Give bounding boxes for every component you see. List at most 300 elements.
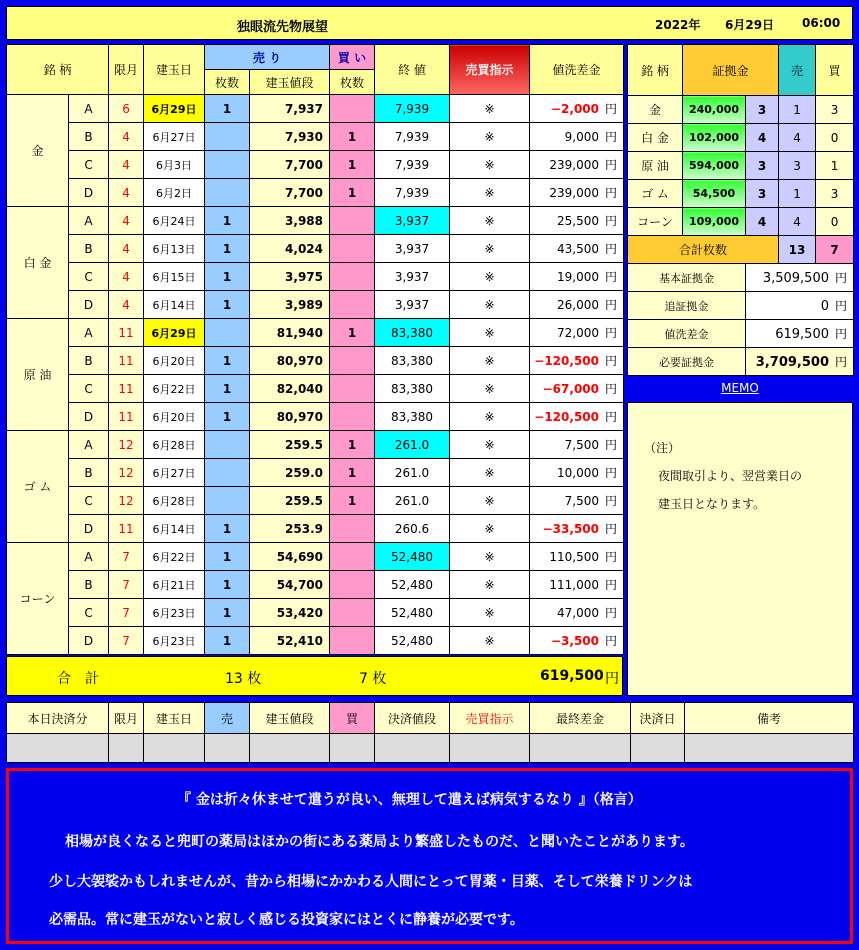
row-signal: ※: [450, 599, 530, 627]
row-month: 7: [109, 599, 144, 627]
group-name: 原 油: [7, 319, 69, 431]
row-diff-unit: 円: [605, 410, 618, 424]
page-title: 独眼流先物展望: [237, 20, 329, 35]
row-month: 7: [109, 543, 144, 571]
row-sell-count: 1: [205, 571, 250, 599]
margin-row: [628, 180, 854, 208]
col-kai: 買 い: [330, 45, 375, 70]
settlement-cell[interactable]: [109, 734, 144, 763]
row-buy-count: [330, 235, 375, 263]
row-month: 4: [109, 207, 144, 235]
row-close-price: 52,480: [375, 627, 450, 655]
row-signal: ※: [450, 123, 530, 151]
row-diff: [530, 291, 624, 319]
row-code: D: [69, 179, 109, 207]
row-diff: [530, 571, 624, 599]
summary-label: 追証拠金: [628, 292, 746, 320]
row-diff-unit: 円: [605, 466, 618, 480]
row-month: 12: [109, 487, 144, 515]
table-row: [7, 207, 624, 235]
margin-buy: 3: [816, 96, 854, 124]
row-diff: [530, 543, 624, 571]
col-tateday: 建玉日: [144, 45, 205, 95]
table-row: [7, 375, 624, 403]
memo-header[interactable]: [627, 376, 853, 400]
total-label: 合 計: [57, 671, 99, 687]
row-sell-count: [205, 179, 250, 207]
margin-value: 109,000: [683, 208, 746, 236]
row-diff-unit: 円: [605, 382, 618, 396]
row-date: 6月13日: [144, 235, 205, 263]
row-close-price: 3,937: [375, 207, 450, 235]
row-close-price: 261.0: [375, 487, 450, 515]
row-diff: [530, 179, 624, 207]
row-signal: ※: [450, 571, 530, 599]
table-row: [7, 459, 624, 487]
row-date: 6月27日: [144, 123, 205, 151]
margin-name: 白 金: [628, 124, 683, 152]
side-col-uri: 売: [779, 45, 816, 96]
row-code: C: [69, 487, 109, 515]
row-diff-value: −3,500: [550, 634, 599, 648]
margin-count: 4: [746, 208, 779, 236]
margin-name: 金: [628, 96, 683, 124]
col-tatene: 建玉値段: [250, 70, 330, 95]
row-date: 6月23日: [144, 599, 205, 627]
settlement-cell[interactable]: [685, 734, 854, 763]
row-diff: [530, 375, 624, 403]
settlement-col-header: 決済日: [631, 703, 685, 734]
row-code: A: [69, 543, 109, 571]
summary-value: [746, 348, 854, 376]
row-diff: [530, 235, 624, 263]
memo-line-2: 夜間取引より、翌営業日の: [658, 469, 803, 483]
group-name: コーン: [7, 543, 69, 655]
row-diff: [530, 123, 624, 151]
margin-buy: 0: [816, 124, 854, 152]
row-sell-count: [205, 459, 250, 487]
row-month: 11: [109, 403, 144, 431]
margin-table-wrap: [627, 44, 853, 376]
row-month: 4: [109, 179, 144, 207]
summary-label: 値洗差金: [628, 320, 746, 348]
row-date: 6月28日: [144, 431, 205, 459]
row-buy-count: [330, 263, 375, 291]
row-buy-count: [330, 627, 375, 655]
col-signal: 売買指示: [450, 45, 530, 95]
settlement-col-header: 本日決済分: [7, 703, 109, 734]
row-close-price: 7,939: [375, 95, 450, 123]
row-month: 7: [109, 571, 144, 599]
margin-buy: 3: [816, 180, 854, 208]
row-diff: [530, 515, 624, 543]
row-entry-price: 80,970: [250, 347, 330, 375]
summary-row: [628, 264, 854, 292]
row-sell-count: 1: [205, 347, 250, 375]
summary-unit: 円: [835, 299, 848, 313]
summary-value: [746, 320, 854, 348]
margin-value: 594,000: [683, 152, 746, 180]
row-diff-unit: 円: [605, 354, 618, 368]
title-bar: [6, 6, 853, 40]
table-row: [7, 403, 624, 431]
row-code: D: [69, 291, 109, 319]
row-date: 6月28日: [144, 487, 205, 515]
row-month: 4: [109, 263, 144, 291]
margin-name: コーン: [628, 208, 683, 236]
row-close-price: 83,380: [375, 319, 450, 347]
settlement-cell[interactable]: [330, 734, 375, 763]
settlement-cell[interactable]: [205, 734, 250, 763]
row-diff-value: −120,500: [534, 410, 599, 424]
row-buy-count: 1: [330, 151, 375, 179]
row-close-price: 52,480: [375, 599, 450, 627]
margin-count: 3: [746, 96, 779, 124]
row-buy-count: 1: [330, 123, 375, 151]
table-row: [7, 95, 624, 123]
margin-row: [628, 152, 854, 180]
row-code: D: [69, 515, 109, 543]
row-signal: ※: [450, 263, 530, 291]
row-date: 6月29日: [144, 95, 205, 123]
summary-amount: 3,509,500: [762, 271, 829, 286]
row-signal: ※: [450, 235, 530, 263]
row-diff-value: −33,500: [542, 522, 599, 536]
table-row: [7, 627, 624, 655]
row-signal: ※: [450, 459, 530, 487]
row-sell-count: 1: [205, 95, 250, 123]
row-signal: ※: [450, 515, 530, 543]
row-diff-value: 110,500: [549, 550, 599, 564]
row-entry-price: 53,420: [250, 599, 330, 627]
row-diff-unit: 円: [605, 214, 618, 228]
row-sell-count: 1: [205, 235, 250, 263]
summary-unit: 円: [835, 327, 848, 341]
summary-label: 必要証拠金: [628, 348, 746, 376]
row-close-price: 7,939: [375, 179, 450, 207]
total-unit: 円: [605, 671, 619, 687]
row-entry-price: 7,700: [250, 151, 330, 179]
row-date: 6月15日: [144, 263, 205, 291]
settlement-col-header: 限月: [109, 703, 144, 734]
total-sell: 13 枚: [225, 671, 262, 687]
row-diff-value: 7,500: [564, 494, 599, 508]
table-row: [7, 179, 624, 207]
row-code: B: [69, 459, 109, 487]
row-entry-price: 3,989: [250, 291, 330, 319]
row-entry-price: 82,040: [250, 375, 330, 403]
row-diff-unit: 円: [605, 634, 618, 648]
row-signal: ※: [450, 375, 530, 403]
summary-amount: 0: [820, 299, 829, 314]
side-count-label: 合計枚数: [628, 236, 779, 264]
settlement-col-header: 備考: [685, 703, 854, 734]
row-date: 6月14日: [144, 515, 205, 543]
row-month: 4: [109, 291, 144, 319]
row-diff-value: 239,000: [549, 186, 599, 200]
group-name: 白 金: [7, 207, 69, 319]
settlement-cell[interactable]: [631, 734, 685, 763]
row-date: 6月29日: [144, 319, 205, 347]
row-close-price: 3,937: [375, 291, 450, 319]
row-close-price: 261.0: [375, 459, 450, 487]
row-diff-unit: 円: [605, 326, 618, 340]
row-diff: [530, 431, 624, 459]
col-owarine: 終 値: [375, 45, 450, 95]
settlement-cell[interactable]: [450, 734, 530, 763]
memo-line-1: （注）: [644, 441, 681, 455]
row-code: C: [69, 151, 109, 179]
row-date: 6月22日: [144, 375, 205, 403]
margin-name: ゴ ム: [628, 180, 683, 208]
row-code: C: [69, 263, 109, 291]
side-count-buy: 7: [816, 236, 854, 264]
side-col-shokokin: 証拠金: [683, 45, 779, 96]
table-row: [7, 431, 624, 459]
row-close-price: 3,937: [375, 235, 450, 263]
margin-value: 54,500: [683, 180, 746, 208]
summary-label: 基本証拠金: [628, 264, 746, 292]
row-diff-unit: 円: [605, 270, 618, 284]
row-sell-count: [205, 431, 250, 459]
col-gengetsu: 限月: [109, 45, 144, 95]
margin-row: [628, 124, 854, 152]
table-row: [7, 347, 624, 375]
row-sell-count: 1: [205, 375, 250, 403]
settlement-col-header: 最終差金: [530, 703, 631, 734]
col-sagaku: 値洗差金: [530, 45, 624, 95]
row-code: D: [69, 403, 109, 431]
row-signal: ※: [450, 431, 530, 459]
margin-name: 原 油: [628, 152, 683, 180]
row-buy-count: [330, 95, 375, 123]
row-signal: ※: [450, 151, 530, 179]
table-row: [7, 123, 624, 151]
header-time: 06:00: [802, 16, 841, 30]
row-entry-price: 7,930: [250, 123, 330, 151]
header-date: 6月29日: [725, 18, 775, 32]
row-date: 6月27日: [144, 459, 205, 487]
row-diff-value: 10,000: [557, 466, 599, 480]
row-date: 6月14日: [144, 291, 205, 319]
row-month: 4: [109, 235, 144, 263]
row-buy-count: [330, 571, 375, 599]
row-month: 11: [109, 375, 144, 403]
row-diff-unit: 円: [605, 298, 618, 312]
row-sell-count: 1: [205, 627, 250, 655]
margin-buy: 1: [816, 152, 854, 180]
row-close-price: 3,937: [375, 263, 450, 291]
summary-row: [628, 320, 854, 348]
row-code: B: [69, 571, 109, 599]
row-entry-price: 4,024: [250, 235, 330, 263]
quote-line-2: 相場が良くなると兜町の薬局はほかの街にある薬局より繁盛したものだ、と聞いたことがあります。: [65, 834, 694, 850]
row-signal: ※: [450, 291, 530, 319]
row-date: 6月3日: [144, 151, 205, 179]
row-entry-price: 259.0: [250, 459, 330, 487]
table-row: [7, 599, 624, 627]
row-diff-unit: 円: [605, 578, 618, 592]
row-month: 12: [109, 431, 144, 459]
row-signal: ※: [450, 403, 530, 431]
row-entry-price: 7,700: [250, 179, 330, 207]
row-month: 11: [109, 347, 144, 375]
row-buy-count: 1: [330, 179, 375, 207]
row-buy-count: [330, 515, 375, 543]
row-entry-price: 81,940: [250, 319, 330, 347]
row-entry-price: 52,410: [250, 627, 330, 655]
row-date: 6月2日: [144, 179, 205, 207]
row-month: 7: [109, 627, 144, 655]
row-code: A: [69, 431, 109, 459]
row-diff: [530, 627, 624, 655]
summary-row: [628, 292, 854, 320]
side-col-kai: 買: [816, 45, 854, 96]
row-code: A: [69, 207, 109, 235]
row-date: 6月20日: [144, 347, 205, 375]
margin-sell: 4: [779, 124, 816, 152]
margin-buy: 0: [816, 208, 854, 236]
row-signal: ※: [450, 543, 530, 571]
margin-value: 240,000: [683, 96, 746, 124]
row-entry-price: 3,988: [250, 207, 330, 235]
quote-line-4: 必需品。常に建玉がないと寂しく感じる投資家にはとくに静養が必要です。: [49, 912, 524, 928]
row-diff-value: −2,000: [550, 102, 599, 116]
row-diff-value: 9,000: [564, 130, 599, 144]
table-row: [7, 487, 624, 515]
row-sell-count: 1: [205, 599, 250, 627]
group-name: 金: [7, 95, 69, 207]
row-diff: [530, 487, 624, 515]
row-diff-unit: 円: [605, 130, 618, 144]
row-close-price: 52,480: [375, 543, 450, 571]
table-row: [7, 235, 624, 263]
side-count-sell: 13: [779, 236, 816, 264]
margin-row: [628, 96, 854, 124]
summary-value: [746, 264, 854, 292]
row-close-price: 7,939: [375, 123, 450, 151]
row-diff: [530, 207, 624, 235]
margin-sell: 1: [779, 96, 816, 124]
row-diff: [530, 319, 624, 347]
row-diff-value: 47,000: [557, 606, 599, 620]
row-diff-unit: 円: [605, 186, 618, 200]
margin-table: [627, 44, 854, 376]
row-date: 6月20日: [144, 403, 205, 431]
col-meigara: 銘 柄: [7, 45, 109, 95]
group-name: ゴ ム: [7, 431, 69, 543]
positions-table: [6, 44, 624, 655]
header-year: 2022年: [655, 18, 701, 32]
row-close-price: 260.6: [375, 515, 450, 543]
settlement-cell[interactable]: [7, 734, 109, 763]
row-close-price: 7,939: [375, 151, 450, 179]
summary-amount: 619,500: [775, 327, 829, 342]
row-diff: [530, 459, 624, 487]
quote-panel: [6, 768, 853, 944]
row-close-price: 261.0: [375, 431, 450, 459]
row-diff: [530, 347, 624, 375]
settlement-col-header: 買: [330, 703, 375, 734]
row-diff-unit: 円: [605, 606, 618, 620]
row-diff-value: 111,000: [549, 578, 599, 592]
row-diff-value: 239,000: [549, 158, 599, 172]
row-code: B: [69, 235, 109, 263]
row-code: A: [69, 319, 109, 347]
settlement-cell[interactable]: [530, 734, 631, 763]
row-buy-count: [330, 291, 375, 319]
row-buy-count: [330, 599, 375, 627]
row-diff-unit: 円: [605, 550, 618, 564]
row-month: 11: [109, 515, 144, 543]
row-code: A: [69, 95, 109, 123]
row-buy-count: [330, 375, 375, 403]
summary-unit: 円: [835, 271, 848, 285]
row-buy-count: 1: [330, 431, 375, 459]
row-entry-price: 80,970: [250, 403, 330, 431]
row-signal: ※: [450, 627, 530, 655]
margin-row: [628, 208, 854, 236]
row-entry-price: 259.5: [250, 431, 330, 459]
row-buy-count: 1: [330, 319, 375, 347]
row-sell-count: [205, 151, 250, 179]
row-diff-value: −67,000: [542, 382, 599, 396]
memo-panel: [627, 402, 853, 696]
row-date: 6月23日: [144, 627, 205, 655]
row-sell-count: [205, 487, 250, 515]
summary-value: [746, 292, 854, 320]
row-buy-count: [330, 403, 375, 431]
col-sell-maisu: 枚数: [205, 70, 250, 95]
row-signal: ※: [450, 95, 530, 123]
row-diff-value: 72,000: [557, 326, 599, 340]
row-diff: [530, 95, 624, 123]
table-row: [7, 571, 624, 599]
row-close-price: 83,380: [375, 403, 450, 431]
col-buy-maisu: 枚数: [330, 70, 375, 95]
row-diff-value: 25,500: [557, 214, 599, 228]
row-diff: [530, 403, 624, 431]
row-signal: ※: [450, 179, 530, 207]
settlement-cell[interactable]: [375, 734, 450, 763]
row-sell-count: 1: [205, 403, 250, 431]
row-entry-price: 54,690: [250, 543, 330, 571]
positions-table-wrap: [6, 44, 623, 655]
row-diff-unit: 円: [605, 438, 618, 452]
row-diff-unit: 円: [605, 158, 618, 172]
settlement-cell[interactable]: [144, 734, 205, 763]
row-diff-unit: 円: [605, 242, 618, 256]
margin-count: 3: [746, 152, 779, 180]
quote-line-3: 少し大袈裟かもしれませんが、昔から相場にかかわる人間にとって胃薬・目薬、そして栄養ドリンクは: [49, 874, 693, 890]
settlement-table: [6, 702, 854, 763]
settlement-cell[interactable]: [250, 734, 330, 763]
margin-value: 102,000: [683, 124, 746, 152]
row-diff: [530, 263, 624, 291]
row-signal: ※: [450, 347, 530, 375]
memo-link[interactable]: MEMO: [721, 381, 759, 395]
settlement-col-header: 決済値段: [375, 703, 450, 734]
row-entry-price: 54,700: [250, 571, 330, 599]
row-sell-count: [205, 123, 250, 151]
table-row: [7, 263, 624, 291]
row-entry-price: 7,937: [250, 95, 330, 123]
row-diff-unit: 円: [605, 494, 618, 508]
row-signal: ※: [450, 319, 530, 347]
total-row: [6, 656, 623, 696]
row-diff-value: 7,500: [564, 438, 599, 452]
row-code: D: [69, 627, 109, 655]
